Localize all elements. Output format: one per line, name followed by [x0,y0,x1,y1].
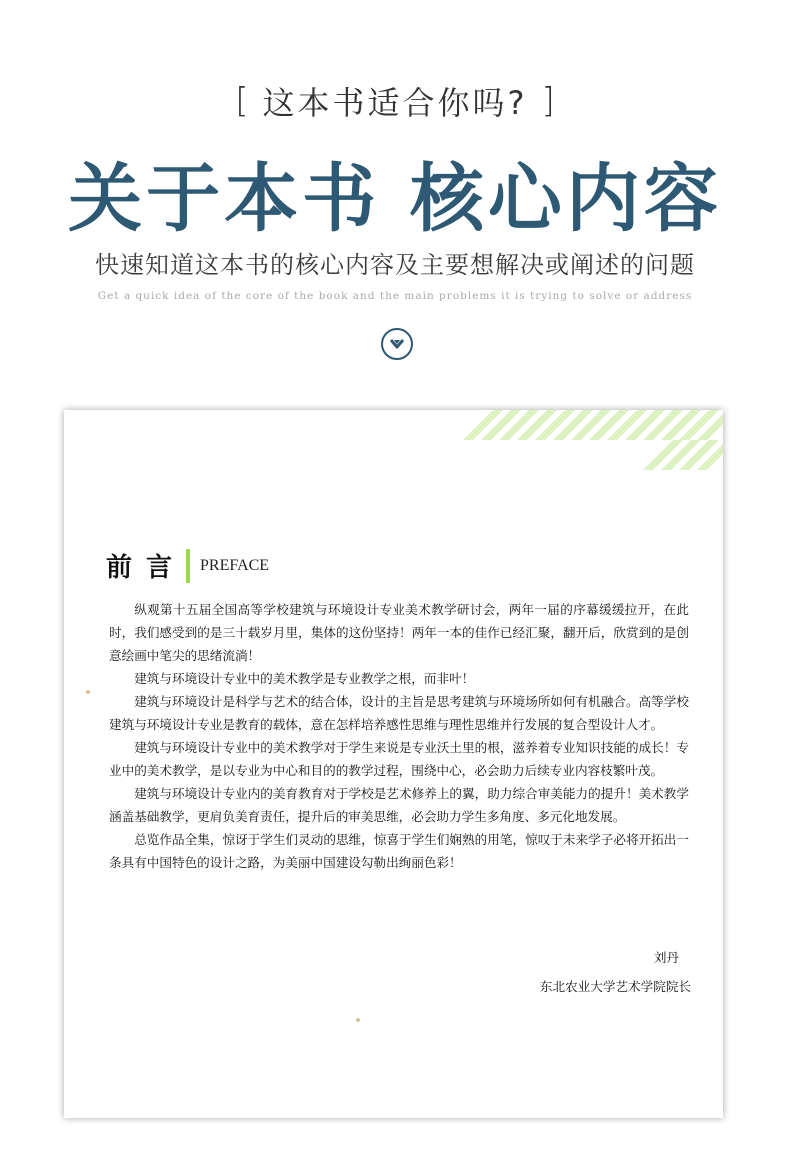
subhead: 这本书适合你吗? [262,84,528,122]
subhead-row [0,78,790,124]
chevron-down-circle-icon[interactable] [381,328,413,360]
signature-name: 刘丹 [653,950,679,965]
accent-bar [186,549,190,583]
preface-page-scan [64,410,723,1118]
scan-speck [86,690,90,694]
chevron-down-icon [389,338,405,350]
preface-body [109,598,689,874]
left-bracket: [ [235,81,249,121]
page-title: 关于本书 核心内容 [68,156,722,242]
preface-title-en: PREFACE [200,556,270,574]
tagline: 快速知道这本书的核心内容及主要想解决或阐述的问题 [95,251,695,279]
paragraph: 总览作品全集，惊讶于学生们灵动的思维，惊喜于学生们娴熟的用笔，惊叹于未来学子必将开拓出一条具有中国特色的设计之路，为美丽中国建设勾勒出绚丽色彩！ [109,832,689,870]
scan-speck [356,1018,360,1022]
preface-heading [106,547,269,584]
header-section [0,0,790,400]
paragraph: 建筑与环境设计是科学与艺术的结合体，设计的主旨是思考建筑与环境场所如何有机融合。高等学校建筑与环境设计专业是教育的载体，意在怎样培养感性思维与理性思维并行发展的复合型设计人才。 [109,694,689,732]
decorative-stripes [463,410,723,470]
tagline-english: Get a quick idea of the core of the book and the main problems it is trying to solve or address [97,290,693,302]
paragraph: 建筑与环境设计专业中的美术教学对于学生来说是专业沃土里的根，滋养着专业知识技能的成长！专业中的美术教学，是以专业为中心和目的的教学过程，围绕中心，必会助力后续专业内容枝繁叶茂。 [109,740,689,778]
right-bracket: ] [541,81,555,121]
paragraph: 建筑与环境设计专业内的美育教育对于学校是艺术修养上的翼，助力综合审美能力的提升！美术教学涵盖基础教学，更肩负美育责任，提升后的审美思维，必会助力学生多角度、多元化地发展。 [109,786,689,824]
paragraph: 纵观第十五届全国高等学校建筑与环境设计专业美术教学研讨会，两年一届的序幕缓缓拉开，在此时，我们感受到的是三十载岁月里，集体的这份坚持！两年一本的佳作已经汇聚，翻开后，欣赏到的是创意绘画中笔尖的思绪流淌！ [109,602,689,663]
paragraph: 建筑与环境设计专业中的美术教学是专业教学之根，而非叶！ [134,671,475,686]
signature-title: 东北农业大学艺术学院院长 [539,979,691,994]
preface-title-cn: 前言 [106,553,187,583]
